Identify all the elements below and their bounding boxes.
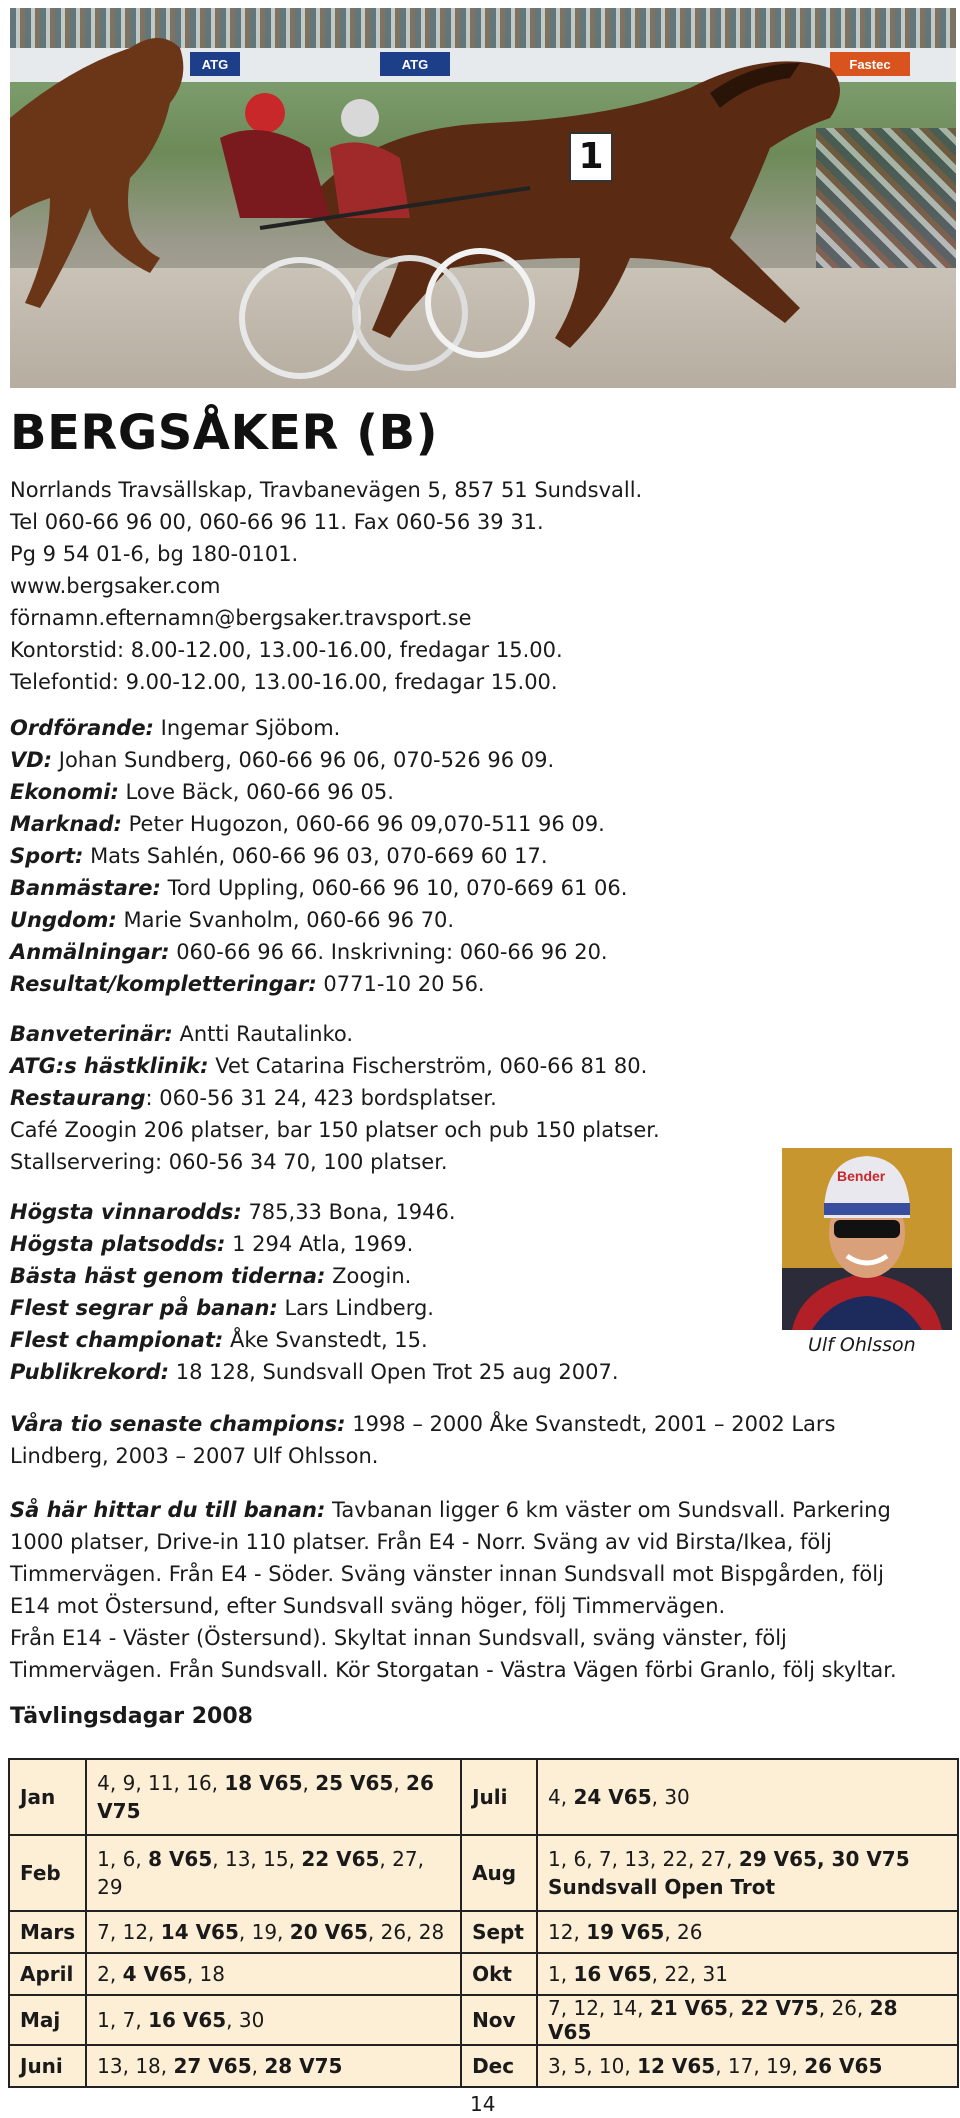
- hero-photo: [10, 8, 956, 388]
- race-day-highlight: 8 V65: [148, 1847, 213, 1871]
- race-day-text: 12,: [548, 1920, 587, 1944]
- race-day-highlight: 25 V65: [315, 1771, 394, 1795]
- driver-portrait: [782, 1148, 952, 1330]
- record-line: Flest championat: Åke Svanstedt, 15.: [10, 1328, 428, 1352]
- race-day-text: 7, 12, 14,: [548, 1996, 650, 2020]
- calendar-month: Maj: [9, 1995, 86, 2045]
- race-day-text: , 13, 15,: [212, 1847, 302, 1871]
- staff-line: Sport: Mats Sahlén, 060-66 96 03, 070-669 60 17.: [10, 844, 548, 868]
- calendar-month: Dec: [461, 2045, 537, 2087]
- race-day-highlight: 24 V65: [573, 1785, 652, 1809]
- race-day-text: ,: [302, 1771, 316, 1795]
- calendar-month: Juni: [9, 2045, 86, 2087]
- calendar-dates: [86, 1759, 461, 1835]
- bib-number: 1: [578, 136, 604, 177]
- staff-line: Ordförande: Ingemar Sjöbom.: [10, 716, 341, 740]
- services-block: [10, 1018, 770, 1178]
- staff-line: Ekonomi: Love Bäck, 060-66 96 05.: [10, 780, 394, 804]
- race-calendar-table: [8, 1758, 959, 2088]
- champions-block: [10, 1408, 930, 1472]
- staff-block: [10, 712, 930, 1000]
- calendar-month: Aug: [461, 1835, 537, 1911]
- calendar-dates: [86, 1995, 461, 2045]
- race-day-highlight: 4 V65: [122, 1962, 187, 1986]
- contact-line: Kontorstid: 8.00-12.00, 13.00-16.00, fredagar 15.00.: [10, 638, 563, 662]
- race-day-text: 1, 6,: [97, 1847, 149, 1871]
- calendar-month: April: [9, 1953, 86, 1995]
- calendar-month: Juli: [461, 1759, 537, 1835]
- race-day-highlight: 18 V65: [224, 1771, 303, 1795]
- calendar-row: [9, 1911, 958, 1953]
- race-day-highlight: 22 V65: [301, 1847, 380, 1871]
- calendar-row: [9, 1759, 958, 1835]
- race-day-highlight: 20 V65: [289, 1920, 368, 1944]
- sponsor-board: ATG: [380, 52, 450, 76]
- record-line: Bästa häst genom tiderna: Zoogin.: [10, 1264, 412, 1288]
- calendar-title: Tävlingsdagar 2008: [10, 1704, 253, 1729]
- sponsor-board: Fastec: [830, 52, 910, 76]
- service-line: Restaurang: 060-56 31 24, 423 bordsplatser.: [10, 1086, 497, 1110]
- race-day-text: 1,: [548, 1962, 574, 1986]
- calendar-dates: [86, 1835, 461, 1911]
- sponsor-board: ATG: [190, 52, 240, 76]
- calendar-dates: [86, 2045, 461, 2087]
- contact-line: Tel 060-66 96 00, 060-66 96 11. Fax 060-56 39 31.: [10, 510, 544, 534]
- race-day-text: , 22, 31: [651, 1962, 728, 1986]
- race-day-highlight: 16 V65: [148, 2008, 227, 2032]
- race-day-highlight: 28 V75: [264, 2054, 343, 2078]
- race-day-text: 1, 7,: [97, 2008, 149, 2032]
- race-day-text: , 30: [651, 1785, 690, 1809]
- staff-line: Resultat/kompletteringar: 0771-10 20 56.: [10, 972, 485, 996]
- race-day-highlight: 28 V65: [548, 1996, 898, 2044]
- calendar-dates: [537, 1911, 958, 1953]
- website-link[interactable]: www.bergsaker.com: [10, 574, 221, 598]
- race-day-text: 4,: [548, 1785, 574, 1809]
- race-day-text: ,: [393, 1771, 407, 1795]
- race-day-text: 1, 6, 7, 13, 22, 27,: [548, 1847, 739, 1871]
- race-day-text: , 26: [664, 1920, 703, 1944]
- email-link[interactable]: förnamn.efternamn@bergsaker.travsport.se: [10, 606, 472, 630]
- page-number: 14: [470, 2092, 496, 2116]
- race-day-highlight: 14 V65: [160, 1920, 239, 1944]
- page-title: BERGSÅKER (B): [10, 405, 439, 461]
- race-day-text: , 30: [226, 2008, 265, 2032]
- horse-race-illustration: [10, 8, 956, 388]
- race-day-text: ,: [251, 2054, 265, 2078]
- staff-line: Marknad: Peter Hugozon, 060-66 96 09,070-511 96 09.: [10, 812, 605, 836]
- staff-line: Anmälningar: 060-66 96 66. Inskrivning: 060-66 96 20.: [10, 940, 608, 964]
- race-day-text: 3, 5, 10,: [548, 2054, 638, 2078]
- record-line: Publikrekord: 18 128, Sundsvall Open Trot 25 aug 2007.: [10, 1360, 619, 1384]
- calendar-dates: [537, 1759, 958, 1835]
- service-line: Banveterinär: Antti Rautalinko.: [10, 1022, 354, 1046]
- directions-text: Så här hittar du till banan: Tavbanan ligger 6 km väster om Sundsvall. Parkering 1000 platser, Drive-in 110 platser. Från E4 - Norr. Sväng av vid Birsta/Ikea, följ Timmervägen. Från E4 - Söder. Sväng vänster innan Sundsvall mot Bispgården, följ E14 mot Östersund, efter Sundsvall sväng höger, följ Timmervägen.: [10, 1498, 891, 1618]
- contact-line: Pg 9 54 01-6, bg 180-0101.: [10, 542, 299, 566]
- race-day-text: , 18: [186, 1962, 225, 1986]
- calendar-month: Jan: [9, 1759, 86, 1835]
- race-day-text: 13, 18,: [97, 2054, 174, 2078]
- race-day-highlight: 19 V65: [586, 1920, 665, 1944]
- helmet-text: Bender: [837, 1168, 886, 1184]
- calendar-dates: [537, 1953, 958, 1995]
- calendar-row: [9, 1835, 958, 1911]
- staff-line: Ungdom: Marie Svanholm, 060-66 96 70.: [10, 908, 455, 932]
- race-day-highlight: 29 V65, 30 V75 Sundsvall Open Trot: [548, 1847, 910, 1899]
- race-day-text: ,: [727, 1996, 741, 2020]
- calendar-dates: [86, 1953, 461, 1995]
- race-day-text: 7, 12,: [97, 1920, 161, 1944]
- race-day-highlight: 27 V65: [173, 2054, 252, 2078]
- calendar-row: [9, 1995, 958, 2045]
- calendar-dates: [537, 1995, 958, 2045]
- race-day-highlight: 12 V65: [637, 2054, 716, 2078]
- staff-line: Banmästare: Tord Uppling, 060-66 96 10, 070-669 61 06.: [10, 876, 628, 900]
- race-day-text: 4, 9, 11, 16,: [97, 1771, 225, 1795]
- race-day-text: , 26, 28: [367, 1920, 445, 1944]
- race-day-text: , 17, 19,: [715, 2054, 805, 2078]
- race-day-highlight: 22 V75: [740, 1996, 819, 2020]
- calendar-month: Mars: [9, 1911, 86, 1953]
- calendar-dates: [537, 2045, 958, 2087]
- photo-caption: Ulf Ohlsson: [808, 1334, 916, 1356]
- record-line: Flest segrar på banan: Lars Lindberg.: [10, 1296, 434, 1320]
- calendar-row: [9, 1953, 958, 1995]
- contact-block: [10, 474, 930, 698]
- race-day-text: , 27, 29: [97, 1847, 424, 1899]
- service-line: Stallservering: 060-56 34 70, 100 platser.: [10, 1150, 448, 1174]
- service-line: Café Zoogin 206 platser, bar 150 platser och pub 150 platser.: [10, 1118, 660, 1142]
- contact-line: Telefontid: 9.00-12.00, 13.00-16.00, fredagar 15.00.: [10, 670, 558, 694]
- directions-text-2: Från E14 - Väster (Östersund). Skyltat innan Sundsvall, sväng vänster, följ Timmervägen. Från Sundsvall. Kör Storgatan - Västra Vägen förbi Granlo, följ skyltar.: [10, 1626, 897, 1682]
- champions-text: Våra tio senaste champions: 1998 – 2000 Åke Svanstedt, 2001 – 2002 Lars Lindberg, 2003 – 2007 Ulf Ohlsson.: [10, 1412, 836, 1468]
- record-line: Högsta platsodds: 1 294 Atla, 1969.: [10, 1232, 414, 1256]
- service-line: ATG:s hästklinik: Vet Catarina Fischerström, 060-66 81 80.: [10, 1054, 648, 1078]
- race-day-text: 2,: [97, 1962, 123, 1986]
- contact-line: Norrlands Travsällskap, Travbanevägen 5, 857 51 Sundsvall.: [10, 478, 643, 502]
- race-day-highlight: 21 V65: [649, 1996, 728, 2020]
- race-day-highlight: 26 V75: [97, 1771, 434, 1823]
- directions-block: [10, 1494, 930, 1686]
- calendar-month: Feb: [9, 1835, 86, 1911]
- race-day-text: , 19,: [238, 1920, 290, 1944]
- records-block: [10, 1196, 770, 1388]
- race-day-text: , 26,: [818, 1996, 870, 2020]
- staff-line: VD: Johan Sundberg, 060-66 96 06, 070-526 96 09.: [10, 748, 555, 772]
- calendar-month: Nov: [461, 1995, 537, 2045]
- calendar-month: Sept: [461, 1911, 537, 1953]
- calendar-row: [9, 2045, 958, 2087]
- calendar-month: Okt: [461, 1953, 537, 1995]
- race-day-highlight: 16 V65: [573, 1962, 652, 1986]
- calendar-dates: [86, 1911, 461, 1953]
- race-day-highlight: 26 V65: [804, 2054, 883, 2078]
- record-line: Högsta vinnarodds: 785,33 Bona, 1946.: [10, 1200, 456, 1224]
- calendar-dates: [537, 1835, 958, 1911]
